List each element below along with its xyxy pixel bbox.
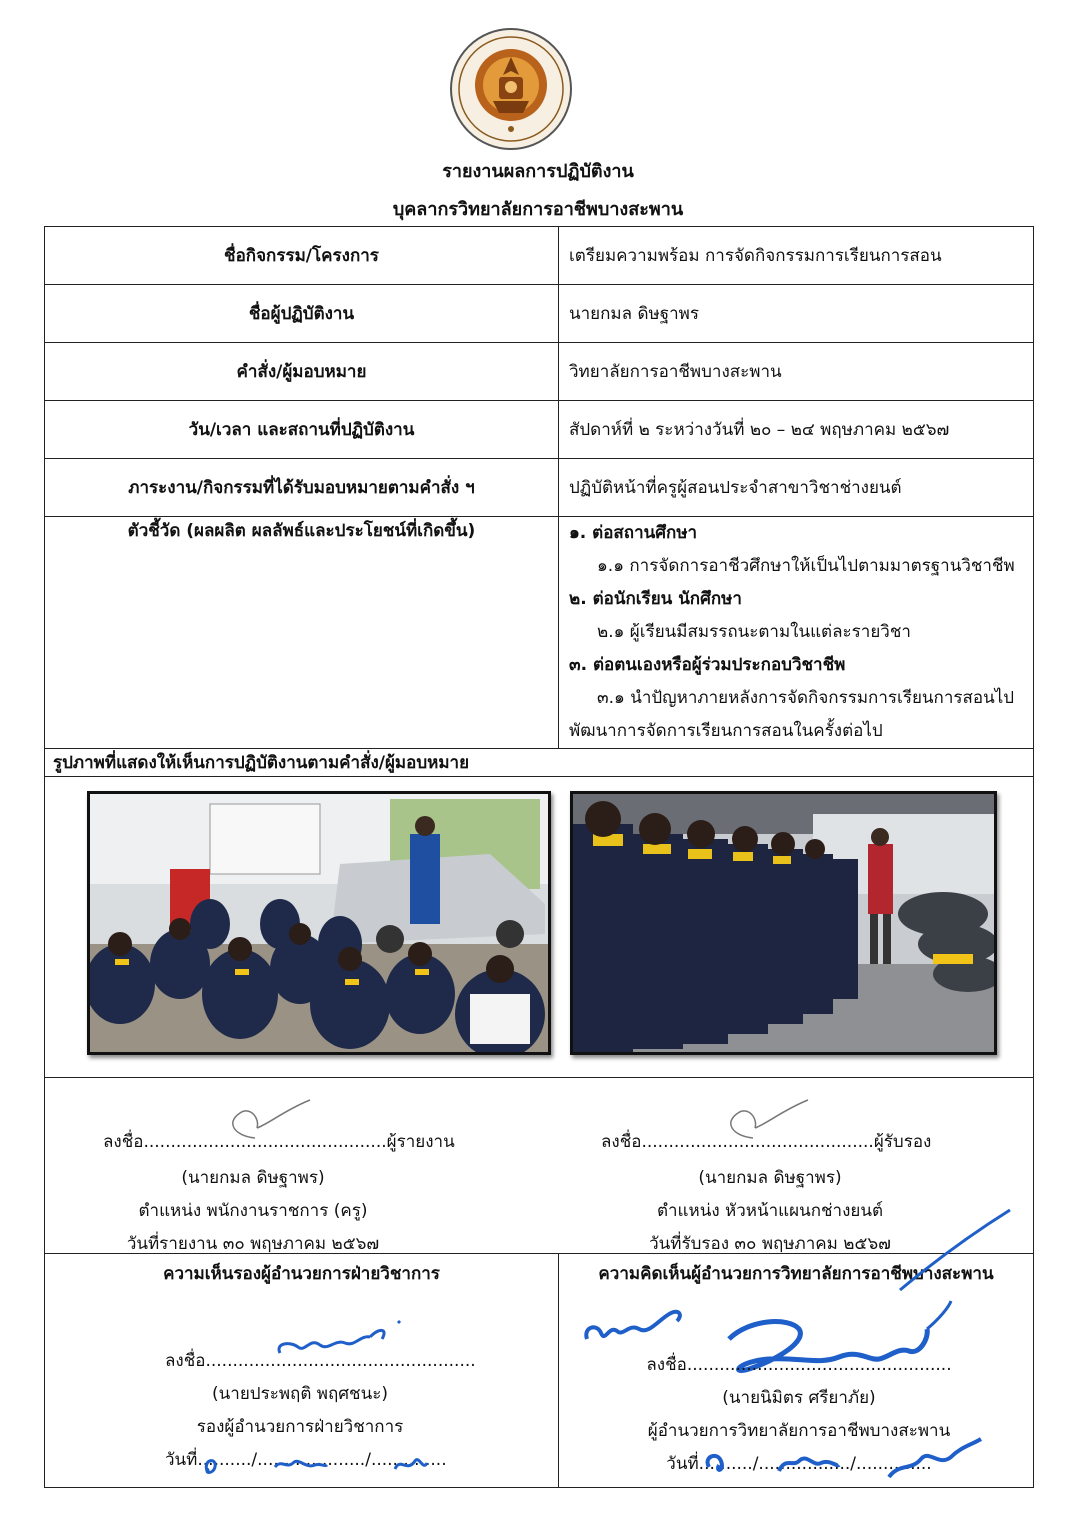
reporter-signature-block <box>103 1128 455 1155</box>
photo-students-standing-workshop <box>570 791 997 1055</box>
value-order: วิทยาลัยการอาชีพบางสะพาน <box>559 343 1034 401</box>
indicator-item-2-1: ๒.๑ ผู้เรียนมีสมรรถนะตามในแต่ละรายวิชา <box>597 622 911 642</box>
reporter-date: วันที่รายงาน ๓๐ พฤษภาคม ๒๕๖๗ <box>126 1234 380 1254</box>
indicator-item-1-1: ๑.๑ การจัดการอาชีวศึกษาให้เป็นไปตามมาตรฐานวิชาชีพ <box>597 556 1015 576</box>
row-photos-heading <box>45 749 1034 777</box>
indicator-heading-1: ๑. ต่อสถานศึกษา <box>569 523 698 543</box>
deputy-cell <box>45 1254 559 1488</box>
row-activity <box>45 227 1034 285</box>
director-sign-line: ลงชื่อ................................................. <box>646 1355 952 1375</box>
indicator-heading-2: ๒. ต่อนักเรียน นักศึกษา <box>569 589 742 609</box>
row-signatures <box>45 1078 1034 1254</box>
deputy-position: รองผู้อำนวยการฝ่ายวิชาการ <box>196 1417 404 1437</box>
report-table <box>44 226 1034 1488</box>
reporter-name: (นายกมล ดิษฐาพร) <box>181 1168 325 1188</box>
value-datetime: สัปดาห์ที่ ๒ ระหว่างวันที่ ๒๐ – ๒๔ พฤษภาคม ๒๕๖๗ <box>559 401 1034 459</box>
indicator-item-3-1: ๓.๑ นำปัญหาภายหลังการจัดกิจกรรมการเรียนการสอนไป <box>597 688 1015 708</box>
row-task <box>45 459 1034 517</box>
label-activity: ชื่อกิจกรรม/โครงการ <box>45 227 559 285</box>
certifier-position: ตำแหน่ง หัวหน้าแผนกช่างยนต์ <box>656 1201 884 1221</box>
label-datetime: วัน/เวลา และสถานที่ปฏิบัติงาน <box>45 401 559 459</box>
director-body <box>559 1287 1033 1487</box>
director-position: ผู้อำนวยการวิทยาลัยการอาชีพบางสะพาน <box>647 1421 951 1441</box>
director-heading: ความคิดเห็นผู้อำนวยการวิทยาลัยการอาชีพบางสะพาน <box>598 1264 994 1284</box>
photos-heading: รูปภาพที่แสดงให้เห็นการปฏิบัติงานตามคำสั่ง/ผู้มอบหมาย <box>45 749 1034 777</box>
row-approvals <box>45 1254 1034 1488</box>
indicator-item-3-1-cont: พัฒนาการจัดการเรียนการสอนในครั้งต่อไป <box>569 721 883 741</box>
row-photos <box>45 777 1034 1078</box>
approval-pen-stroke <box>890 1205 1020 1295</box>
indicator-heading-3: ๓. ต่อตนเองหรือผู้ร่วมประกอบวิชาชีพ <box>569 655 846 675</box>
reporter-details <box>103 1162 403 1261</box>
value-performer: นายกมล ดิษฐาพร <box>559 285 1034 343</box>
document-subtitle: บุคลากรวิทยาลัยการอาชีพบางสะพาน <box>392 199 684 220</box>
deputy-sign-line: ลงชื่อ.................................................. <box>165 1351 476 1371</box>
deputy-date-scribble <box>195 1449 445 1479</box>
certifier-name: (นายกมล ดิษฐาพร) <box>698 1168 842 1188</box>
row-performer <box>45 285 1034 343</box>
label-order: คำสั่ง/ผู้มอบหมาย <box>45 343 559 401</box>
value-activity: เตรียมความพร้อม การจัดกิจกรรมการเรียนการสอน <box>559 227 1034 285</box>
label-performer: ชื่อผู้ปฏิบัติงาน <box>45 285 559 343</box>
director-name: (นายนิมิตร ศรียาภัย) <box>722 1388 876 1408</box>
deputy-date: วันที่........../..................../.............. <box>165 1450 447 1470</box>
row-indicators <box>45 517 1034 749</box>
certifier-signature-block <box>601 1128 931 1155</box>
director-date-scribble <box>689 1437 989 1487</box>
label-indicators: ตัวชี้วัด (ผลผลิต ผลลัพธ์และประโยชน์ที่เกิดขึ้น) <box>45 517 559 749</box>
deputy-heading: ความเห็นรองผู้อำนวยการฝ่ายวิชาการ <box>163 1264 440 1284</box>
value-indicators <box>559 517 1034 749</box>
document-title: รายงานผลการปฏิบัติงาน <box>442 161 634 182</box>
college-seal-logo <box>449 27 573 151</box>
photo-students-seated-workshop <box>87 791 551 1055</box>
certifier-date: วันที่รับรอง ๓๐ พฤษภาคม ๒๕๖๗ <box>649 1234 891 1254</box>
row-datetime <box>45 401 1034 459</box>
label-task: ภาระงาน/กิจกรรมที่ได้รับมอบหมายตามคำสั่ง ฯ <box>45 459 559 517</box>
reporter-sign-line: ลงชื่อ.............................................ผู้รายงาน <box>103 1132 455 1152</box>
certifier-sign-line: ลงชื่อ...........................................ผู้รับรอง <box>601 1132 932 1152</box>
certifier-details <box>605 1162 935 1261</box>
photos-cell <box>45 777 1034 1078</box>
deputy-name: (นายประพฤติ พฤศชนะ) <box>212 1384 388 1404</box>
value-task: ปฏิบัติหน้าที่ครูผู้สอนประจำสาขาวิชาช่างยนต์ <box>559 459 1034 517</box>
row-order <box>45 343 1034 401</box>
reporter-position: ตำแหน่ง พนักงานราชการ (ครู) <box>138 1201 368 1221</box>
director-date: วันที่........../................./.............. <box>666 1454 932 1474</box>
deputy-body <box>45 1287 558 1487</box>
signatures-cell <box>45 1078 1034 1254</box>
